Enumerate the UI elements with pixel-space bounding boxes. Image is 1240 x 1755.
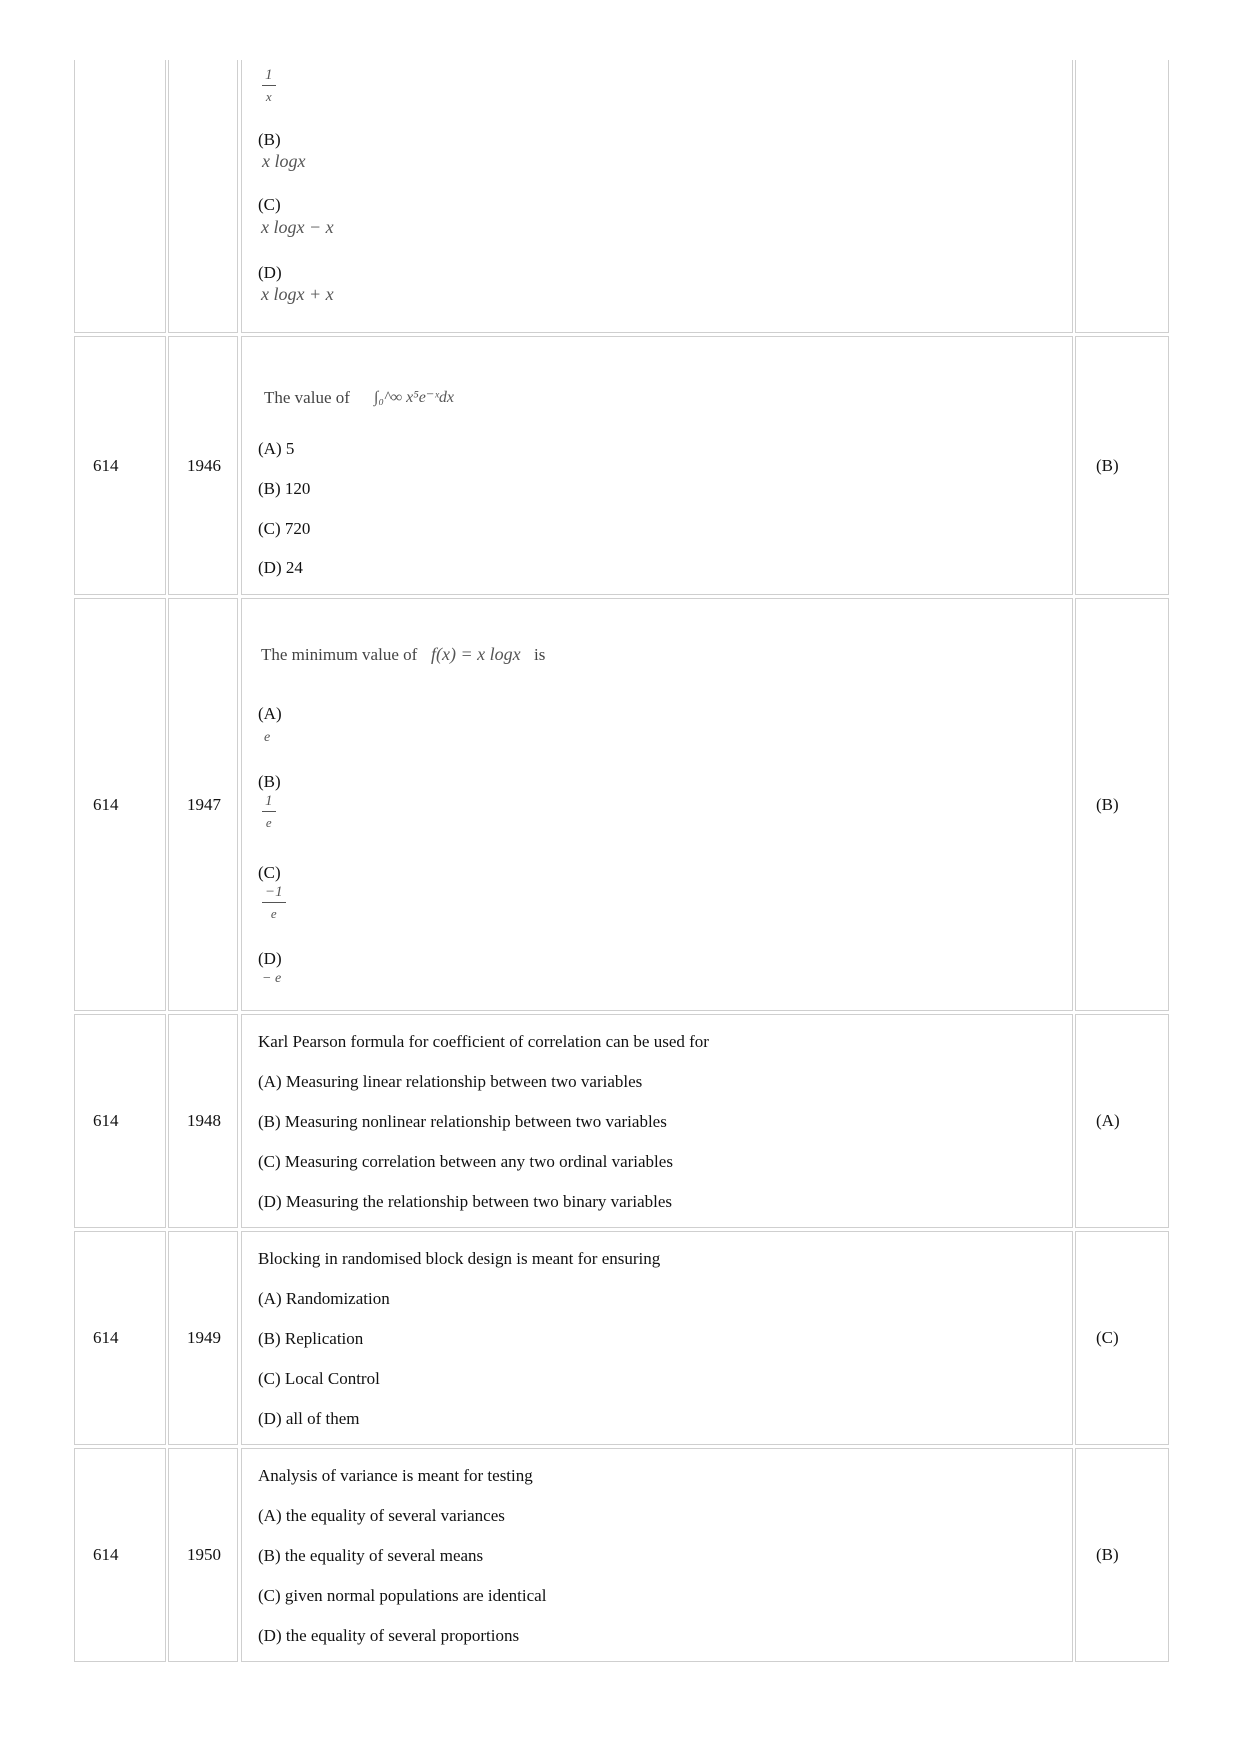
option-c: (C) Measuring correlation between any two ordinal variables — [258, 1152, 673, 1171]
option-b: (B) the equality of several means — [258, 1546, 484, 1565]
row1947-question — [241, 598, 1073, 1011]
option-a: (A) the equality of several variances — [258, 1506, 505, 1525]
option-c: (C) given normal populations are identical — [258, 1586, 547, 1605]
row1950-question — [241, 1448, 1073, 1662]
row1946-col1 — [74, 336, 166, 595]
cell-text: 614 — [93, 1111, 119, 1130]
option-a: (A) Randomization — [258, 1289, 390, 1308]
row1947-col1 — [74, 598, 166, 1011]
option-b-label: (B) — [258, 130, 281, 149]
row1947-col2 — [168, 598, 238, 1011]
row0-col1 — [74, 60, 166, 333]
cell-text: 614 — [93, 794, 119, 814]
cell-text: 1947 — [187, 794, 221, 814]
option-b-math: x logx — [262, 151, 306, 171]
question-math: ∫₀^∞ x⁵e⁻ˣdx — [374, 389, 454, 406]
question-text: Analysis of variance is meant for testing — [258, 1466, 533, 1485]
row1946-answer — [1075, 336, 1169, 595]
row1948-col1 — [74, 1014, 166, 1228]
question-text: Karl Pearson formula for coefficient of correlation can be used for — [258, 1032, 709, 1051]
row1948-question — [241, 1014, 1073, 1228]
row0-col2 — [168, 60, 238, 333]
row1946-col2 — [168, 336, 238, 595]
row1950-col1 — [74, 1448, 166, 1662]
question-text: The minimum value of — [261, 645, 418, 664]
row1948-answer — [1075, 1014, 1169, 1228]
option-b: (B) 120 — [258, 479, 311, 498]
option-d: (D) 24 — [258, 558, 303, 577]
question-text: Blocking in randomised block design is meant for ensuring — [258, 1249, 661, 1268]
option-a: (A) Measuring linear relationship between two variables — [258, 1072, 643, 1091]
question-text: The value of — [264, 388, 350, 407]
option-a-fraction: $\frac{1}{x}$ — [262, 68, 276, 103]
row0-question — [241, 60, 1073, 333]
option-a-math: e — [264, 730, 271, 745]
option-a: (A) 5 — [258, 439, 295, 458]
option-c-label: (C) — [258, 863, 281, 882]
option-d-label: (D) — [258, 949, 282, 968]
option-d: (D) the equality of several proportions — [258, 1626, 520, 1645]
option-a-label: (A) — [258, 704, 282, 723]
cell-text: 614 — [93, 455, 119, 475]
option-c-math: x logx − x — [261, 217, 334, 237]
row1949-col1 — [74, 1231, 166, 1445]
cell-text: 1948 — [187, 1111, 221, 1130]
row1950-answer — [1075, 1448, 1169, 1662]
option-d: (D) all of them — [258, 1409, 360, 1428]
option-d-math: − e — [262, 971, 282, 986]
option-b: (B) Replication — [258, 1329, 364, 1348]
row1946-question — [241, 336, 1073, 595]
row1950-col2 — [168, 1448, 238, 1662]
answer-text: (A) — [1096, 1111, 1120, 1130]
question-tail: is — [534, 645, 546, 664]
option-c: (C) Local Control — [258, 1369, 380, 1388]
cell-text: 1949 — [187, 1328, 221, 1347]
option-d: (D) Measuring the relationship between two binary variables — [258, 1192, 673, 1211]
row1949-question — [241, 1231, 1073, 1445]
row1948-col2 — [168, 1014, 238, 1228]
cell-text: 1946 — [187, 455, 221, 475]
answer-text: (C) — [1096, 1328, 1119, 1347]
option-b: (B) Measuring nonlinear relationship between two variables — [258, 1112, 667, 1131]
answer-text: (B) — [1096, 1545, 1119, 1564]
cell-text: 614 — [93, 1328, 119, 1347]
option-d-label: (D) — [258, 263, 282, 282]
option-c-fraction: $\frac{-1}{e}$ — [262, 885, 286, 920]
option-b-label: (B) — [258, 772, 281, 791]
row0-answer — [1075, 60, 1169, 333]
answer-text: (B) — [1096, 455, 1119, 475]
row1947-answer — [1075, 598, 1169, 1011]
option-b-fraction: $\frac{1}{e}$ — [262, 794, 276, 829]
cell-text: 1950 — [187, 1545, 221, 1564]
option-d-math: x logx + x — [261, 284, 334, 304]
option-c: (C) 720 — [258, 519, 311, 538]
answer-text: (B) — [1096, 794, 1119, 814]
row1949-col2 — [168, 1231, 238, 1445]
row1949-answer — [1075, 1231, 1169, 1445]
question-math: f(x) = x logx — [431, 644, 521, 664]
option-c-label: (C) — [258, 195, 281, 214]
cell-text: 614 — [93, 1545, 119, 1564]
